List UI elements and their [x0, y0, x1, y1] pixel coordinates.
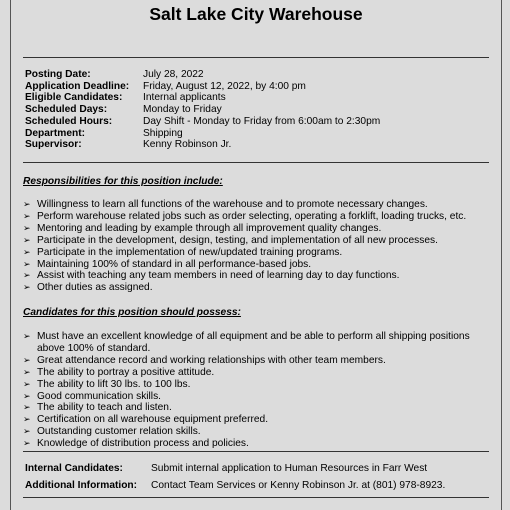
list-item: ➢ Great attendance record and working relationships with other team members.	[23, 354, 386, 366]
list-item: ➢ The ability to lift 30 lbs. to 100 lbs.	[23, 378, 191, 390]
arrow-bullet-icon: ➢	[23, 282, 31, 293]
arrow-bullet-icon: ➢	[23, 234, 31, 245]
info-row	[25, 139, 380, 151]
info-label: Supervisor:	[25, 139, 82, 151]
info-value: Friday, August 12, 2022, by 4:00 pm	[143, 80, 306, 92]
list-item: ➢ Certification on all warehouse equipment preferred.	[23, 414, 269, 426]
list-item: ➢ The ability to teach and listen.	[23, 402, 172, 414]
arrow-bullet-icon: ➢	[23, 402, 31, 413]
candidates-heading: Candidates for this position should possess:	[23, 307, 241, 318]
info-value: Day Shift - Monday to Friday from 6:00am to 2:30pm	[143, 115, 381, 127]
arrow-bullet-icon: ➢	[23, 414, 31, 425]
list-item: ➢ Participate in the implementation of new/updated training programs.	[23, 246, 343, 258]
arrow-bullet-icon: ➢	[23, 246, 31, 257]
info-value: Shipping	[143, 127, 183, 139]
info-row	[25, 81, 380, 93]
list-item: ➢ Knowledge of distribution process and policies.	[23, 438, 249, 450]
info-label: Eligible Candidates:	[25, 92, 123, 104]
arrow-bullet-icon: ➢	[23, 378, 31, 389]
list-item: ➢ Perform warehouse related jobs such as order selecting, operating a forklift, loading trucks, etc.	[23, 210, 467, 222]
info-label: Posting Date:	[25, 69, 91, 80]
info-row	[25, 104, 380, 116]
list-item: ➢ Assist with teaching any team members in need of learning day to day functions.	[23, 270, 400, 282]
footer-label: Internal Candidates:	[25, 463, 123, 474]
list-item: ➢ Willingness to learn all functions of the warehouse and to promote necessary changes.	[23, 199, 428, 210]
arrow-bullet-icon: ➢	[23, 258, 31, 269]
footer-label: Additional Information:	[25, 480, 138, 491]
divider	[23, 497, 489, 498]
arrow-bullet-icon: ➢	[23, 426, 31, 437]
list-item: ➢ Must have an excellent knowledge of all equipment and be able to perform all shipping positions above 100% of standard.	[23, 331, 470, 354]
info-row	[25, 69, 380, 81]
list-item: ➢ Other duties as assigned.	[23, 282, 153, 294]
list-item: ➢ Good communication skills.	[23, 390, 161, 402]
list-item: ➢ The ability to portray a positive attitude.	[23, 366, 215, 378]
info-value: Kenny Robinson Jr.	[143, 139, 232, 151]
page-title: Salt Lake City Warehouse	[149, 4, 363, 24]
info-value: Monday to Friday	[143, 104, 222, 116]
arrow-bullet-icon: ➢	[23, 222, 31, 233]
arrow-bullet-icon: ➢	[23, 366, 31, 377]
job-info-table	[25, 69, 380, 151]
arrow-bullet-icon: ➢	[23, 199, 31, 209]
footer-value: Submit internal application to Human Resources in Farr West	[151, 463, 428, 474]
list-item: ➢ Maintaining 100% of standard in all performance-based jobs.	[23, 258, 312, 270]
responsibilities-list	[23, 199, 487, 294]
candidates-list	[23, 331, 487, 450]
info-label: Department:	[25, 127, 86, 139]
arrow-bullet-icon: ➢	[23, 438, 31, 449]
responsibilities-heading: Responsibilities for this position include:	[23, 176, 223, 187]
list-item: ➢ Participate in the development, design, testing, and implementation of all new processes.	[23, 234, 438, 246]
info-label: Scheduled Hours:	[25, 115, 113, 127]
info-value: Internal applicants	[143, 92, 226, 104]
arrow-bullet-icon: ➢	[23, 354, 31, 365]
footer-value: Contact Team Services or Kenny Robinson Jr. at (801) 978-8923.	[151, 480, 446, 491]
arrow-bullet-icon: ➢	[23, 331, 31, 341]
list-item: ➢ Mentoring and leading by example through all improvement quality changes.	[23, 222, 382, 234]
info-label: Application Deadline:	[25, 80, 130, 92]
info-row	[25, 116, 380, 128]
info-row	[25, 128, 380, 140]
info-label: Scheduled Days:	[25, 104, 108, 116]
divider	[23, 162, 489, 163]
list-item: ➢ Outstanding customer relation skills.	[23, 426, 201, 438]
footer-row	[25, 463, 445, 474]
divider	[23, 451, 489, 452]
arrow-bullet-icon: ➢	[23, 390, 31, 401]
footer-row	[25, 480, 445, 491]
arrow-bullet-icon: ➢	[23, 270, 31, 281]
arrow-bullet-icon: ➢	[23, 210, 31, 221]
divider	[23, 57, 489, 58]
info-row	[25, 92, 380, 104]
job-posting-page	[10, 0, 502, 510]
footer-info	[25, 463, 445, 497]
info-value: July 28, 2022	[143, 69, 204, 80]
